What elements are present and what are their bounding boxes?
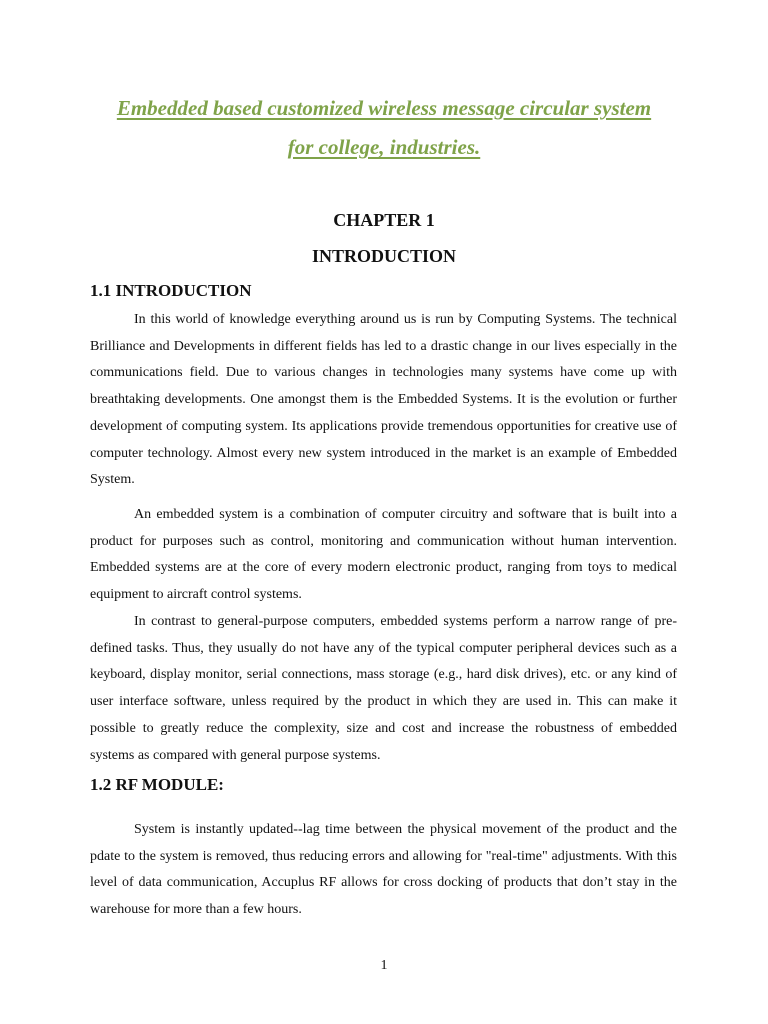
paragraph: System is instantly updated--lag time between the physical movement of the product and the pdate to the system is removed, thus reducing errors and allowing for "real-time" adjustments. With this level of data communication, Accuplus RF allows for cross docking of products that don’t stay in the warehouse for more than a few hours. — [90, 822, 677, 918]
document-title-line-1: Embedded based customized wireless message circular system — [116, 96, 652, 120]
paragraph: In this world of knowledge everything around us is run by Computing Systems. The technical Brilliance and Developments in different fields has led to a drastic change in our lives especially in the communications field. Due to various changes in technologies many systems have come up with breathtaking developments. One amongst them is the Embedded Systems. It is the evolution or further development of computing system. Its applications provide tremendous opportunities for creative use of computer technology. Almost every new system introduced in the market is an example of Embedded System. — [90, 312, 677, 488]
paragraph: In contrast to general-purpose computers, embedded systems perform a narrow range of pre-defined tasks. Thus, they usually do not have any of the typical computer peripheral devices such as a keyboard, display monitor, serial connections, mass storage (e.g., hard disk drives), etc. or any kind of user interface software, unless required by the product in which they are used in. This can make it possible to greatly reduce the complexity, size and cost and increase the robustness of embedded systems as compared with general purpose systems. — [90, 614, 677, 763]
paragraph: An embedded system is a combination of computer circuitry and software that is built into a product for purposes such as control, monitoring and communication without human intervention. Embedded systems are at the core of every modern electronic product, ranging from toys to medical equipment to aircraft control systems. — [90, 507, 677, 603]
section-heading-rf-module: 1.2 RF MODULE: — [90, 775, 224, 794]
page-number: 1 — [380, 958, 388, 973]
document-title-line-2: for college, industries. — [287, 135, 481, 159]
chapter-name: INTRODUCTION — [311, 246, 457, 266]
chapter-number: CHAPTER 1 — [333, 210, 435, 230]
section-heading-introduction: 1.1 INTRODUCTION — [90, 281, 252, 300]
